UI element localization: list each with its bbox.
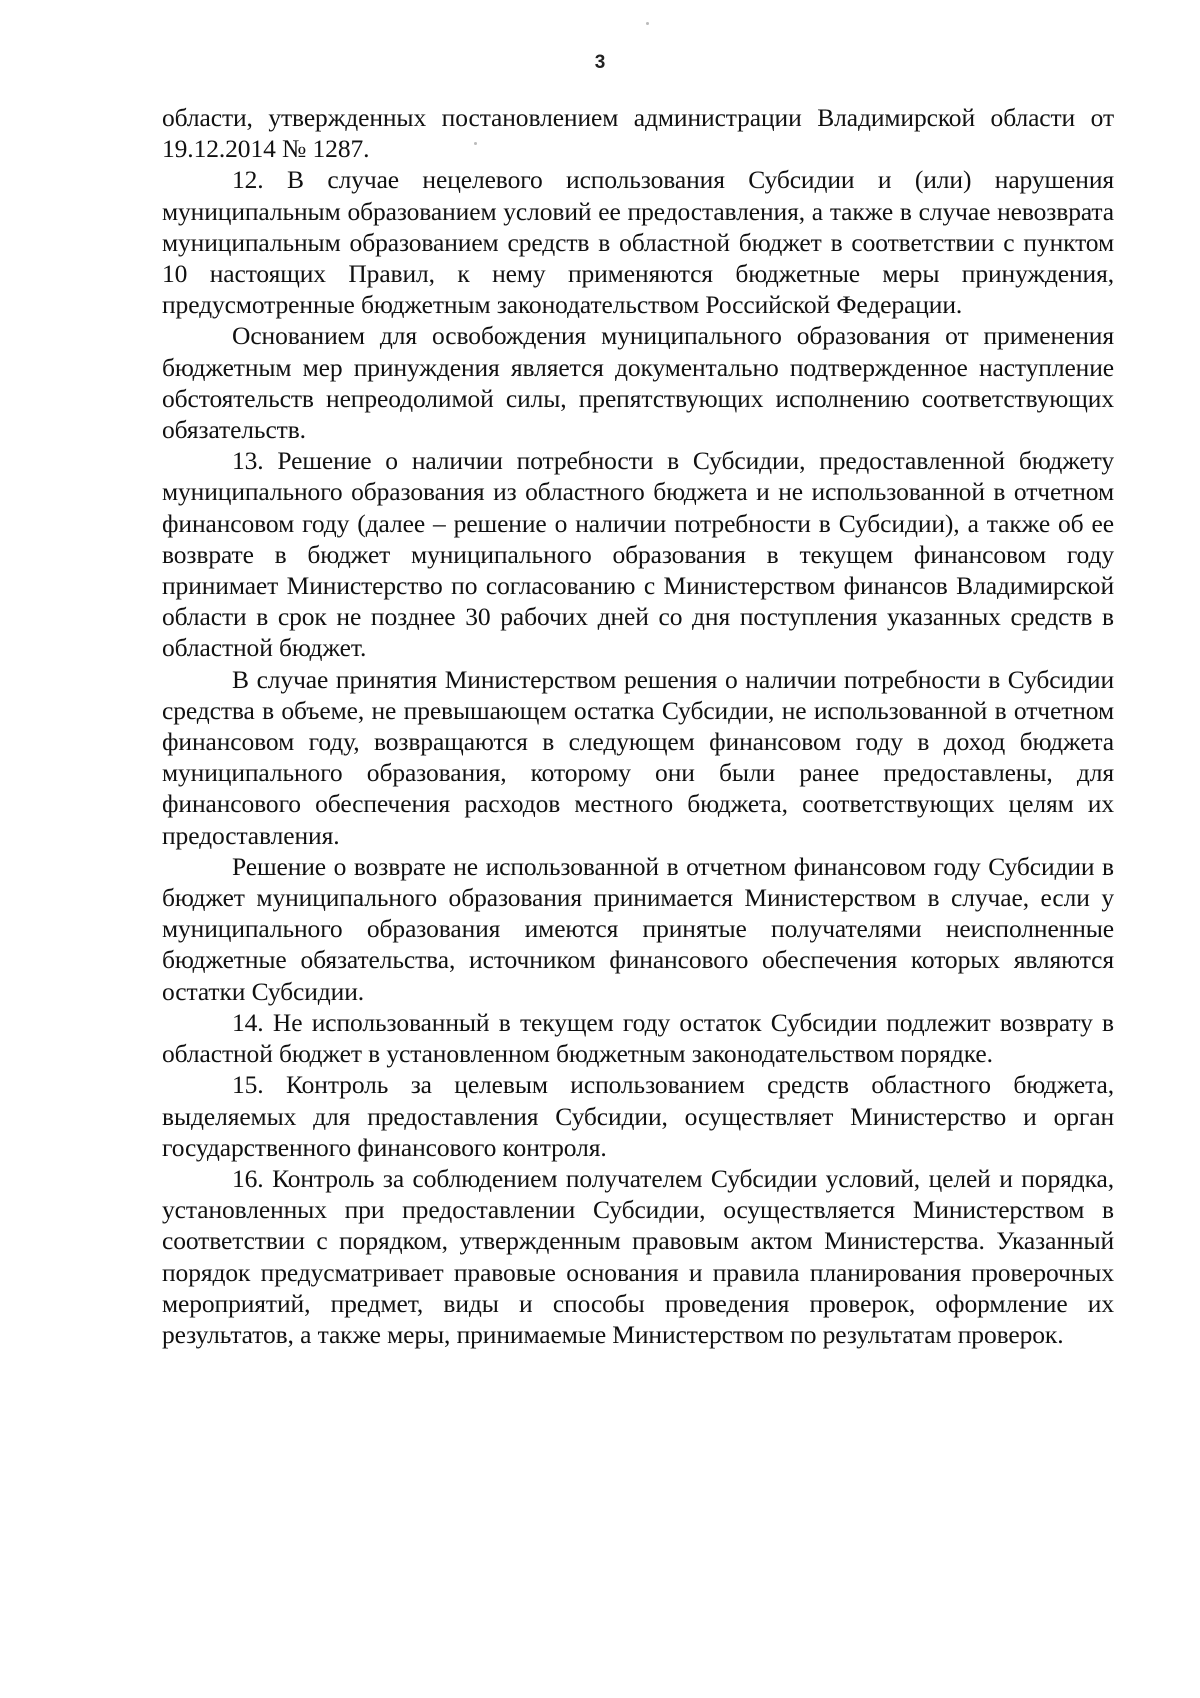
paragraph-item-14: 14. Не использованный в текущем году остаток Субсидии подлежит возврату в областной бюджет в установленном бюджетным законодательством порядке. (162, 1007, 1114, 1069)
document-body (162, 102, 1114, 1350)
paragraph-item-12: 12. В случае нецелевого использования Субсидии и (или) нарушения муниципальным образованием условий ее предоставления, а также в случае невозврата муниципальным образованием средств в областной бюджет в соответствии с пунктом 10 настоящих Правил, к нему применяются бюджетные меры принуждения, предусмотренные бюджетным законодательством Российской Федерации. (162, 165, 1114, 320)
paragraph-item-16: 16. Контроль за соблюдением получателем Субсидии условий, целей и порядка, установленных при предоставлении Субсидии, осуществляется Министерством в соответствии с порядком, утвержденным правовым актом Министерства. Указанный порядок предусматривает правовые основания и правила планирования проверочных мероприятий, предмет, виды и способы проведения проверок, оформление их результатов, а также меры, принимаемые Министерством по результатам проверок. (162, 1163, 1114, 1349)
paragraph-return-decision: Решение о возврате не использованной в отчетном финансовом году Субсидии в бюджет муниципального образования принимается Министерством в случае, если у муниципального образования имеются принятые получателями неисполненные бюджетные обязательства, источником финансового обеспечения которых являются остатки Субсидии. (162, 851, 1114, 1006)
scan-speck (646, 22, 649, 25)
paragraph-force-majeure: Основанием для освобождения муниципального образования от применения бюджетным мер принуждения является документально подтвержденное наступление обстоятельств непреодолимой силы, препятствующих исполнению соответствующих обязательств. (162, 321, 1114, 445)
scan-speck (474, 142, 477, 145)
paragraph-item-15: 15. Контроль за целевым использованием средств областного бюджета, выделяемых для предоставления Субсидии, осуществляет Министерство и орган государственного финансового контроля. (162, 1070, 1114, 1162)
paragraph-need-decision: В случае принятия Министерством решения о наличии потребности в Субсидии средства в объеме, не превышающем остатка Субсидии, не использованной в отчетном финансовом году, возвращаются в следующем финансовом году в доход бюджета муниципального образования, которому они были ранее предоставлены, для финансового обеспечения расходов местного бюджета, соответствующих целям их предоставления. (162, 664, 1114, 850)
paragraph-item-13: 13. Решение о наличии потребности в Субсидии, предоставленной бюджету муниципального образования из областного бюджета и не использованной в отчетном финансовом году (далее – решение о наличии потребности в Субсидии), а также об ее возврате в бюджет муниципального образования в текущем финансовом году принимает Министерство по согласованию с Министерством финансов Владимирской области в срок не позднее 30 рабочих дней со дня поступления указанных средств в областной бюджет. (162, 446, 1114, 663)
paragraph-continuation: области, утвержденных постановлением администрации Владимирской области от 19.12.2014 № 1287. (162, 103, 1114, 164)
page-number: 3 (594, 52, 606, 73)
